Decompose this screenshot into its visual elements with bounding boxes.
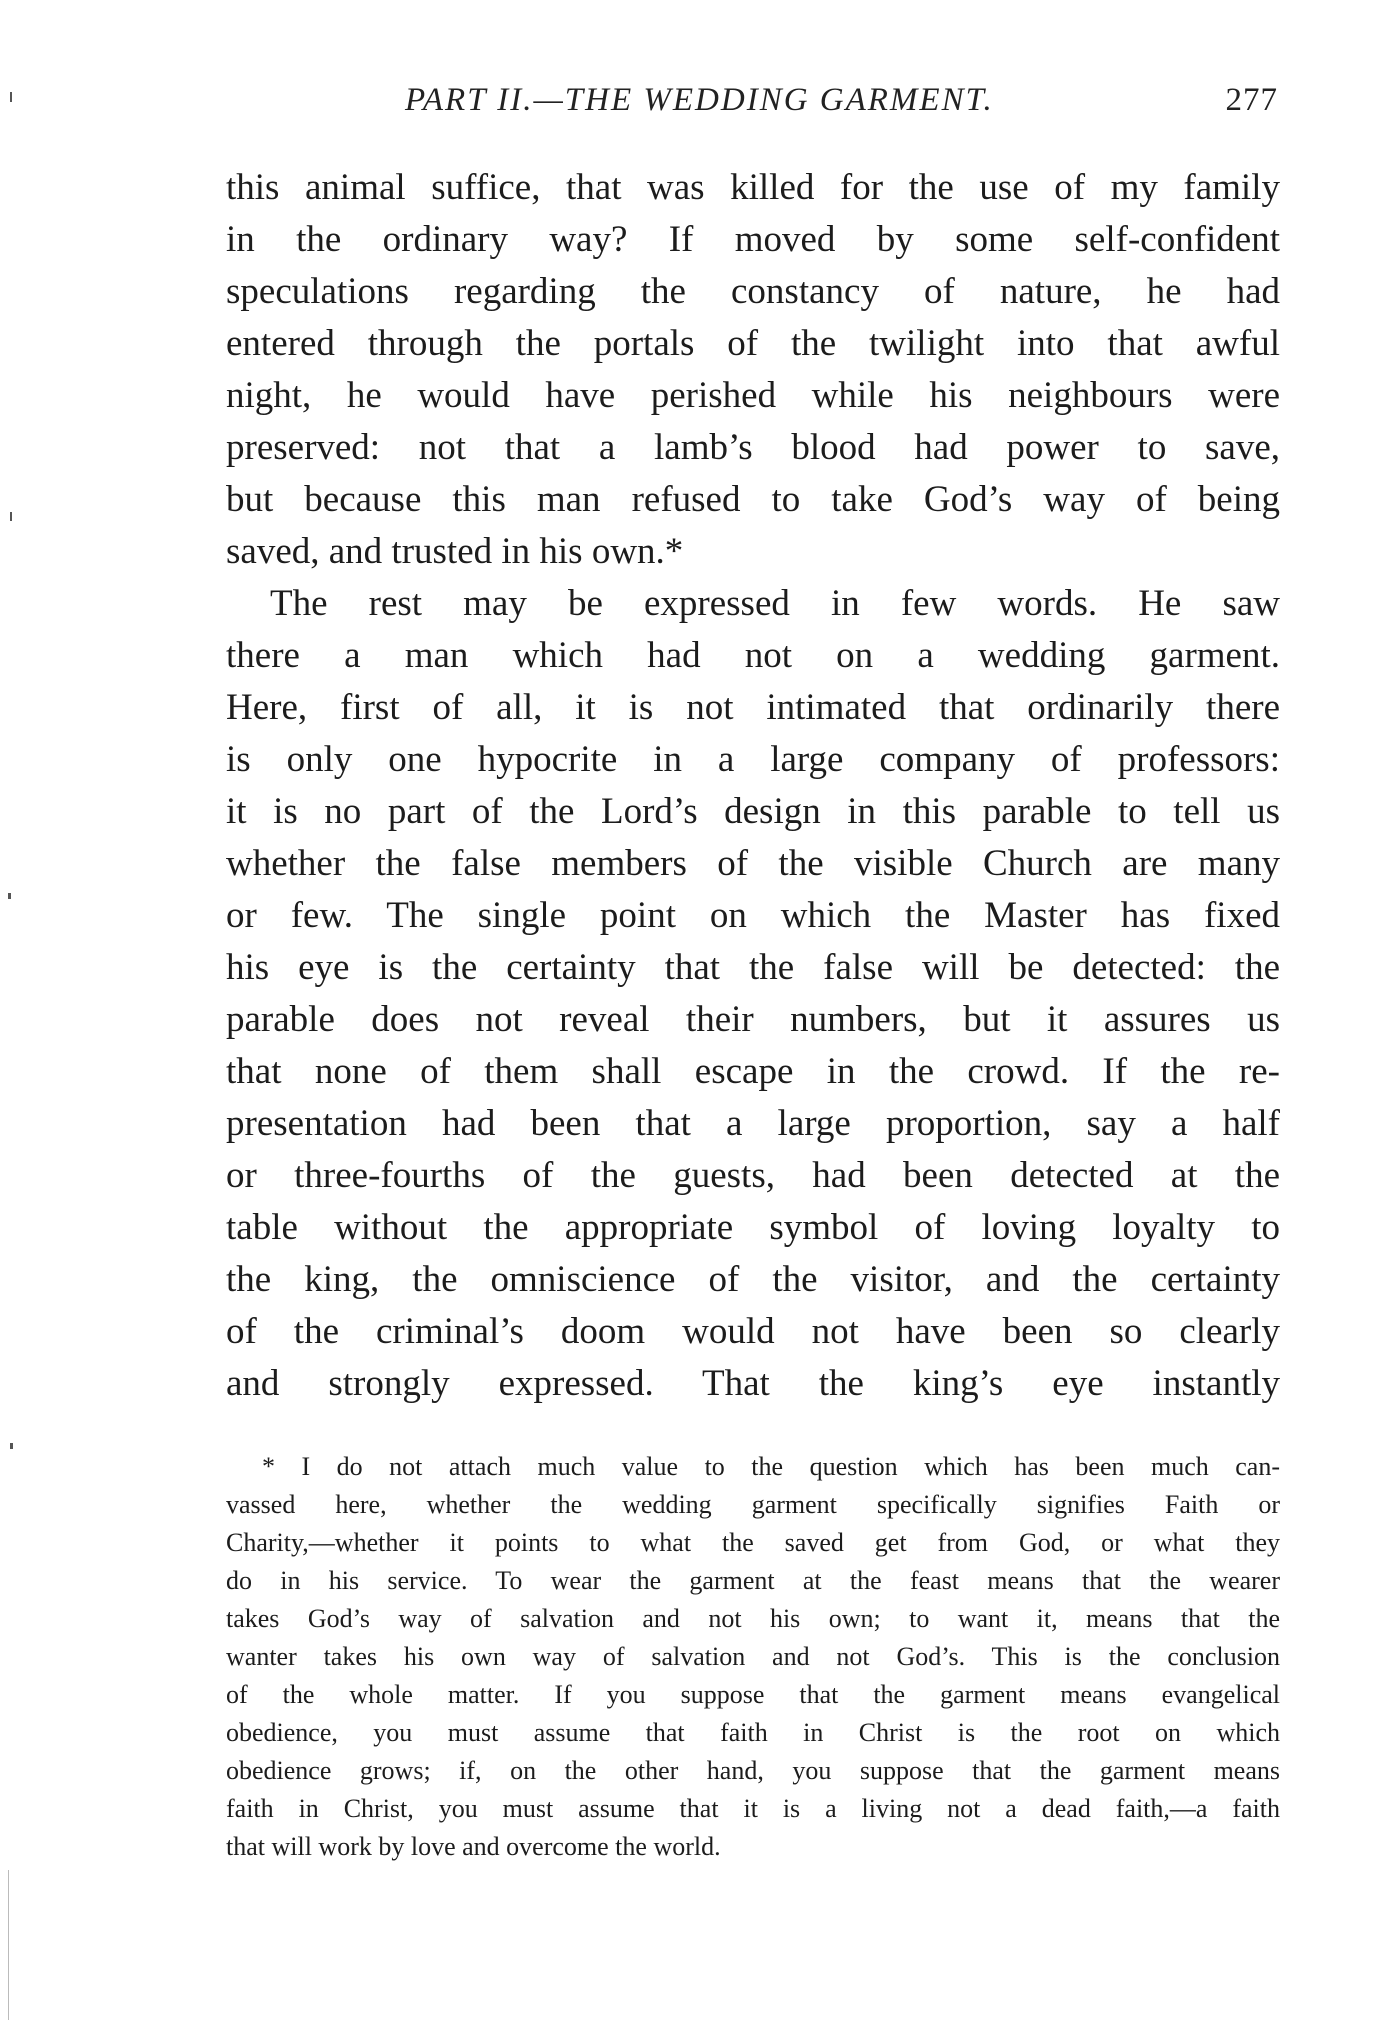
footnote-line: of the whole matter. If you suppose that the garment means evangelical — [226, 1680, 1280, 1709]
body-line: is only one hypocrite in a large company of professors: — [226, 739, 1280, 780]
footnote-line: vassed here, whether the wedding garment specifically signifies Faith or — [226, 1490, 1280, 1519]
body-line: or three-fourths of the guests, had been detected at the — [226, 1155, 1280, 1196]
scan-speck — [10, 1443, 13, 1449]
footnote-line: that will work by love and overcome the world. — [226, 1832, 721, 1861]
running-header — [405, 82, 1278, 132]
body-line: or few. The single point on which the Master has fixed — [226, 895, 1280, 936]
scan-speck — [10, 512, 12, 521]
body-line: his eye is the certainty that the false will be detected: the — [226, 947, 1280, 988]
footnote-line: wanter takes his own way of salvation and not God’s. This is the conclusion — [226, 1642, 1280, 1671]
body-line: there a man which had not on a wedding garment. — [226, 635, 1280, 676]
body-line: that none of them shall escape in the crowd. If the re- — [226, 1051, 1280, 1092]
body-line: it is no part of the Lord’s design in this parable to tell us — [226, 791, 1280, 832]
scan-speck — [8, 893, 11, 899]
body-line: whether the false members of the visible Church are many — [226, 843, 1280, 884]
body-line: speculations regarding the constancy of nature, he had — [226, 271, 1280, 312]
footnote-line: Charity,—whether it points to what the saved get from God, or what they — [226, 1528, 1280, 1557]
body-line: saved, and trusted in his own.* — [226, 531, 684, 572]
body-line: entered through the portals of the twilight into that awful — [226, 323, 1280, 364]
body-line: table without the appropriate symbol of loving loyalty to — [226, 1207, 1280, 1248]
scan-speck — [8, 1870, 9, 2020]
footnote-line: * I do not attach much value to the question which has been much can- — [262, 1452, 1280, 1481]
body-line: parable does not reveal their numbers, but it assures us — [226, 999, 1280, 1040]
footnote-line: faith in Christ, you must assume that it is a living not a dead faith,—a faith — [226, 1794, 1280, 1823]
scan-speck — [10, 92, 12, 102]
body-line: but because this man refused to take God’s way of being — [226, 479, 1280, 520]
footnote-line: takes God’s way of salvation and not his own; to want it, means that the — [226, 1604, 1280, 1633]
page-number: 277 — [1225, 82, 1278, 118]
body-line: Here, first of all, it is not intimated that ordinarily there — [226, 687, 1280, 728]
body-line: of the criminal’s doom would not have been so clearly — [226, 1311, 1280, 1352]
body-line: the king, the omniscience of the visitor, and the certainty — [226, 1259, 1280, 1300]
footnote-line: obedience, you must assume that faith in Christ is the root on which — [226, 1718, 1280, 1747]
body-line: and strongly expressed. That the king’s eye instantly — [226, 1363, 1280, 1404]
body-line: this animal suffice, that was killed for the use of my family — [226, 167, 1280, 208]
body-line: presentation had been that a large proportion, say a half — [226, 1103, 1280, 1144]
body-line: preserved: not that a lamb’s blood had power to save, — [226, 427, 1280, 468]
footnote-line: do in his service. To wear the garment at the feast means that the wearer — [226, 1566, 1280, 1595]
running-title: PART II.—THE WEDDING GARMENT. — [405, 82, 994, 118]
body-line: night, he would have perished while his neighbours were — [226, 375, 1280, 416]
body-line: in the ordinary way? If moved by some self-confident — [226, 219, 1280, 260]
footnote-line: obedience grows; if, on the other hand, you suppose that the garment means — [226, 1756, 1280, 1785]
body-line: The rest may be expressed in few words. He saw — [270, 583, 1280, 624]
